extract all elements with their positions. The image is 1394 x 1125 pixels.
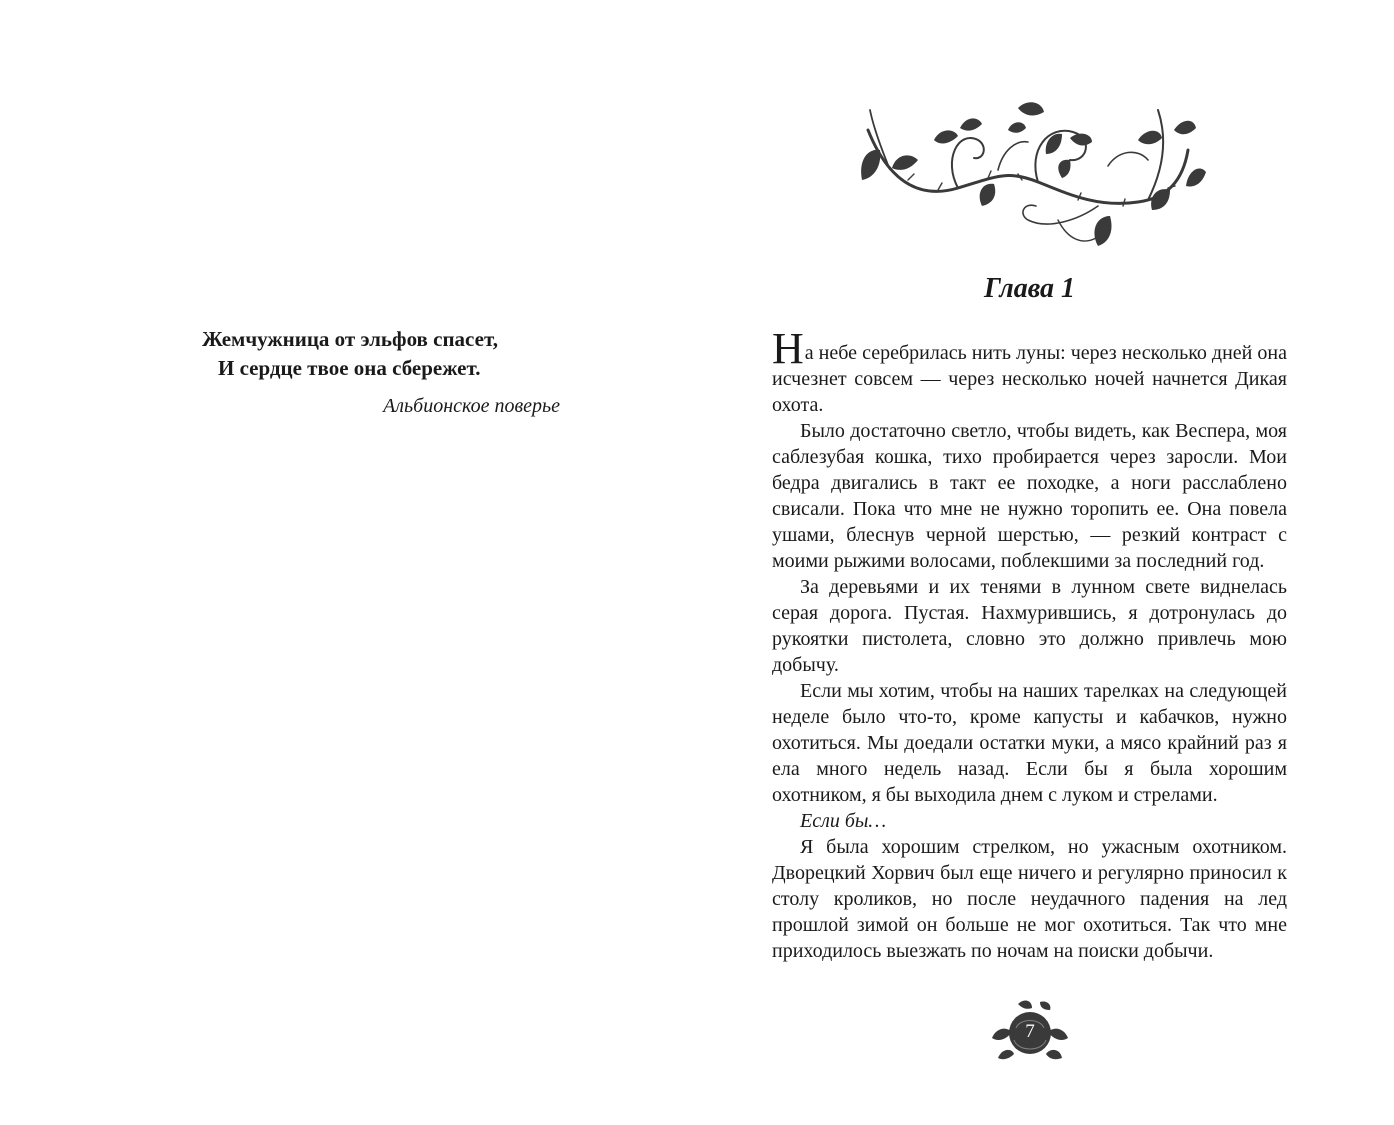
chapter-title: Глава 1	[983, 273, 1076, 304]
epigraph-line-2: И сердце твое она сбережет.	[218, 356, 481, 380]
drop-cap: Н	[772, 324, 804, 373]
rose-vine-ornament-icon	[848, 70, 1208, 260]
paragraph-2: Было достаточно светло, чтобы видеть, как Веспера, моя саблезубая кошка, тихо пробирается через заросли. Мои бедра двигались в такт ее походке, а ноги расслаблено свисали. Пока что мне не нужно торопить ее. Она повела ушами, блеснув черной шерстью, — резкий контраст с моими рыжими волосами, поблекшими за последний год.	[772, 420, 1287, 572]
epigraph-line-1: Жемчужница от эльфов спасет,	[202, 327, 498, 351]
epigraph-source: Альбионское поверье	[383, 395, 560, 417]
page-folio	[988, 998, 1072, 1066]
paragraph-1	[772, 324, 1287, 418]
paragraph-6: Я была хорошим стрелком, но ужасным охотником. Дворецкий Хорвич был еще ничего и регулярно приносил к столу кроликов, но после неудачного падения на лед прошлой зимой он больше не мог охотиться. Так что мне приходилось выезжать по ночам на поиски добычи.	[772, 836, 1287, 962]
paragraph-4: Если мы хотим, чтобы на наших тарелках на следующей неделе было что-то, кроме капусты и кабачков, нужно охотиться. Мы доедали остатки муки, а мясо крайний раз я ела много недель назад. Если бы я была хорошим охотником, я бы выходила днем с луком и стрелами.	[772, 680, 1287, 806]
paragraph-3: За деревьями и их тенями в лунном свете виднелась серая дорога. Пустая. Нахмурившись, я дотронулась до рукоятки пистолета, словно это должно привлечь мою добычу.	[772, 576, 1287, 676]
paragraph-5: Если бы…	[800, 810, 887, 832]
paragraph-1-text: а небе серебрилась нить луны: через несколько дней она исчезнет совсем — через несколько ночей начнется Дикая охота.	[772, 342, 1287, 416]
page-number: 7	[1025, 1021, 1035, 1042]
epigraph	[180, 325, 580, 418]
chapter-body	[772, 324, 1287, 964]
